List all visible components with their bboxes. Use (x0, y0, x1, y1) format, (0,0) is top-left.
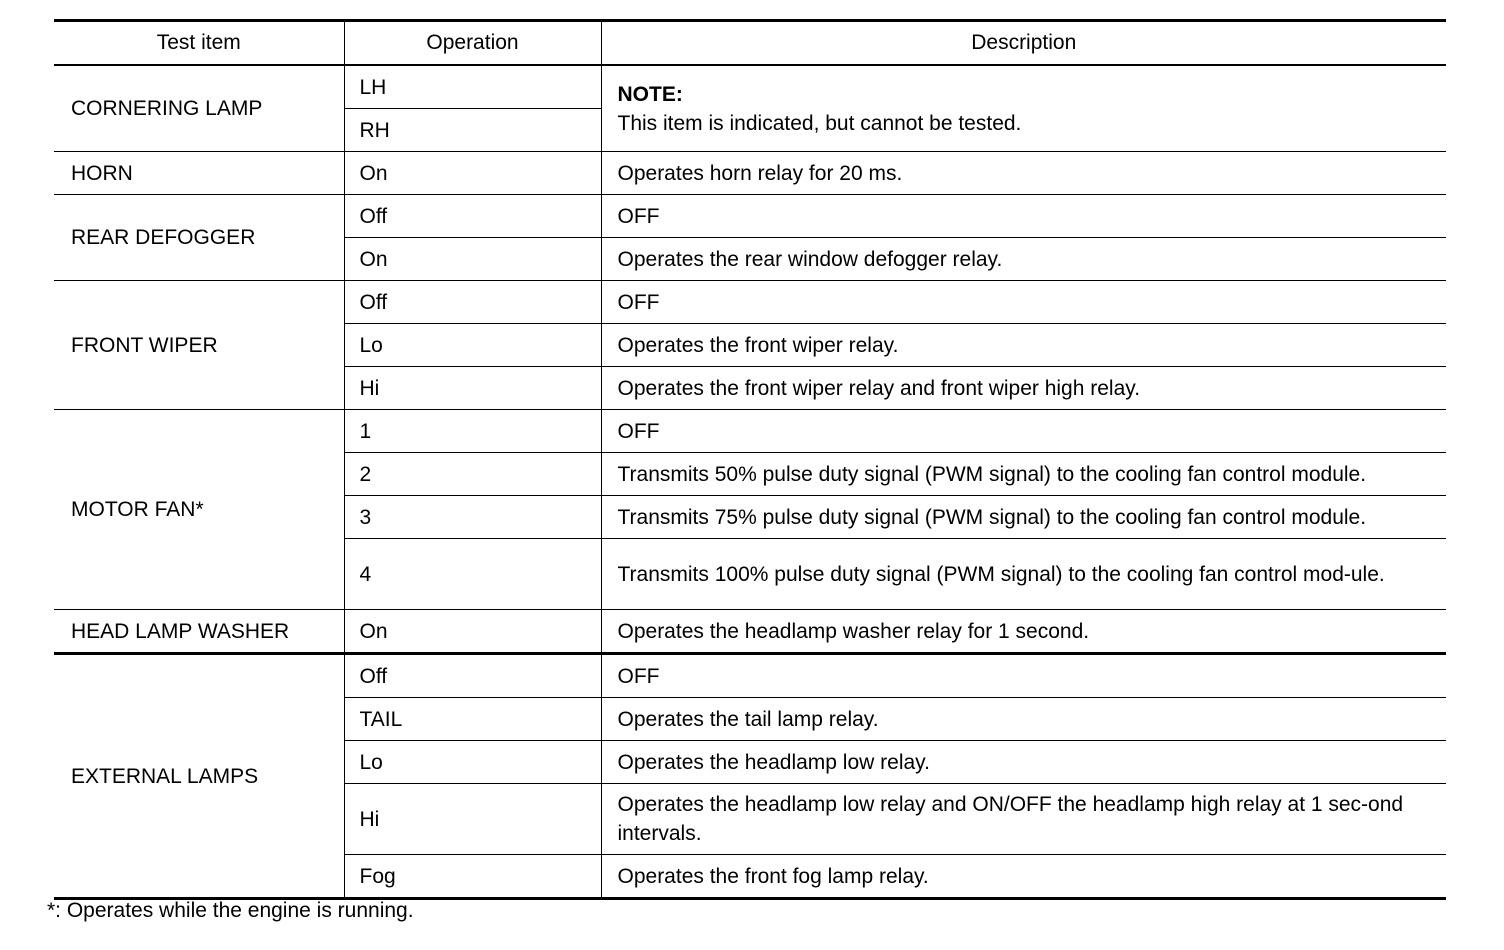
table-row (54, 195, 1446, 238)
description-wiper-lo: Operates the front wiper relay. (601, 324, 1446, 367)
operation-washer-on: On (344, 610, 601, 654)
description-external-hi: Operates the headlamp low relay and ON/OFF the headlamp high relay at 1 sec-ond intervals. (601, 784, 1446, 855)
description-fan-3: Transmits 75% pulse duty signal (PWM signal) to the cooling fan control module. (601, 496, 1446, 539)
description-washer-on: Operates the headlamp washer relay for 1 second. (601, 610, 1446, 654)
note-label: NOTE: (617, 82, 683, 106)
operation-horn-on: On (344, 152, 601, 195)
table-row (54, 281, 1446, 324)
table-row (54, 610, 1446, 654)
header-description: Description (601, 21, 1446, 66)
operation-defogger-off: Off (344, 195, 601, 238)
active-test-table (54, 19, 1446, 900)
test-item-head-lamp-washer: HEAD LAMP WASHER (54, 610, 344, 654)
note-text: This item is indicated, but cannot be tested. (617, 111, 1022, 135)
operation-wiper-off: Off (344, 281, 601, 324)
test-item-motor-fan: MOTOR FAN* (54, 410, 344, 610)
header-row (54, 21, 1446, 66)
description-defogger-on: Operates the rear window defogger relay. (601, 238, 1446, 281)
operation-rh: RH (344, 109, 601, 152)
operation-lh: LH (344, 65, 601, 109)
test-item-cornering-lamp: CORNERING LAMP (54, 65, 344, 152)
operation-external-off: Off (344, 654, 601, 698)
operation-fan-4: 4 (344, 539, 601, 610)
description-external-fog: Operates the front fog lamp relay. (601, 855, 1446, 899)
description-fan-4: Transmits 100% pulse duty signal (PWM signal) to the cooling fan control mod-ule. (601, 539, 1446, 610)
operation-wiper-hi: Hi (344, 367, 601, 410)
operation-external-fog: Fog (344, 855, 601, 899)
table-row (54, 410, 1446, 453)
test-item-rear-defogger: REAR DEFOGGER (54, 195, 344, 281)
operation-fan-1: 1 (344, 410, 601, 453)
test-item-horn: HORN (54, 152, 344, 195)
footnote: *: Operates while the engine is running. (47, 899, 414, 922)
description-external-lo: Operates the headlamp low relay. (601, 741, 1446, 784)
operation-external-tail: TAIL (344, 698, 601, 741)
operation-wiper-lo: Lo (344, 324, 601, 367)
table-row (54, 152, 1446, 195)
header-test-item: Test item (54, 21, 344, 66)
table-row (54, 654, 1446, 698)
description-external-tail: Operates the tail lamp relay. (601, 698, 1446, 741)
test-item-front-wiper: FRONT WIPER (54, 281, 344, 410)
description-fan-1: OFF (601, 410, 1446, 453)
operation-fan-3: 3 (344, 496, 601, 539)
header-operation: Operation (344, 21, 601, 66)
description-wiper-off: OFF (601, 281, 1446, 324)
operation-defogger-on: On (344, 238, 601, 281)
description-external-off: OFF (601, 654, 1446, 698)
operation-external-hi: Hi (344, 784, 601, 855)
description-fan-2: Transmits 50% pulse duty signal (PWM signal) to the cooling fan control module. (601, 453, 1446, 496)
description-wiper-hi: Operates the front wiper relay and front wiper high relay. (601, 367, 1446, 410)
description-defogger-off: OFF (601, 195, 1446, 238)
description-cornering-note (601, 65, 1446, 152)
operation-external-lo: Lo (344, 741, 601, 784)
description-horn-on: Operates horn relay for 20 ms. (601, 152, 1446, 195)
test-item-external-lamps: EXTERNAL LAMPS (54, 654, 344, 899)
operation-fan-2: 2 (344, 453, 601, 496)
table-row (54, 65, 1446, 109)
